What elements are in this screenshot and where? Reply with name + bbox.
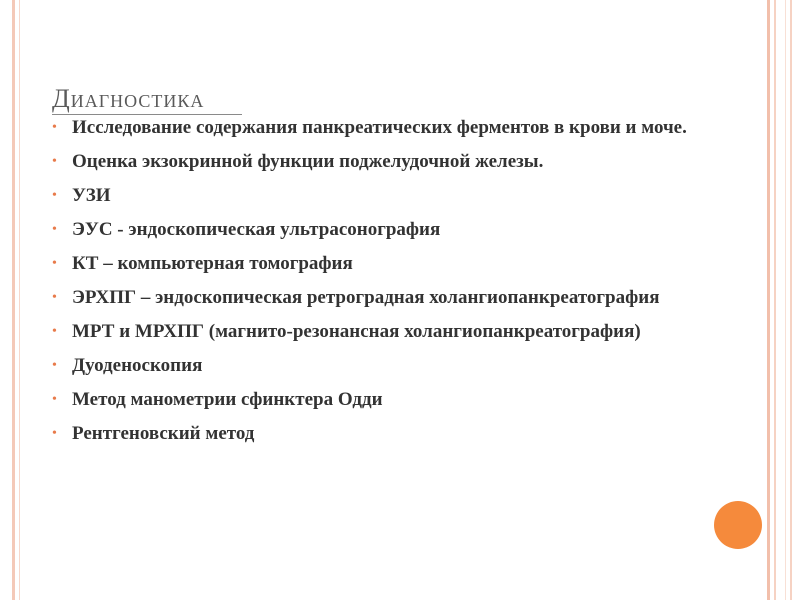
list-item-text: Дуоденоскопия	[72, 355, 203, 376]
bullet-icon: •	[52, 188, 57, 203]
list-item	[52, 286, 752, 310]
list-item	[52, 388, 752, 412]
list-item-text: Исследование содержания панкреатических ферментов в крови и моче.	[72, 117, 687, 138]
bullet-icon: •	[52, 154, 57, 169]
left-decor-line-thin	[19, 0, 20, 600]
bullet-icon: •	[52, 324, 57, 339]
left-decor-line	[12, 0, 15, 600]
list-item-text: Рентгеновский метод	[72, 423, 255, 444]
list-item-text: ЭРХПГ – эндоскопическая ретроградная холангиопанкреатография	[72, 287, 660, 308]
bullet-icon: •	[52, 256, 57, 271]
right-decor-line	[785, 0, 786, 600]
list-item	[52, 150, 752, 174]
list-item	[52, 116, 752, 140]
list-item	[52, 354, 752, 378]
list-item-text: Оценка экзокринной функции поджелудочной железы.	[72, 151, 544, 172]
right-decor-line	[790, 0, 792, 600]
list-item	[52, 422, 752, 446]
bullet-icon: •	[52, 426, 57, 441]
list-item-text: МРТ и МРХПГ (магнито-резонансная холангиопанкреатография)	[72, 321, 641, 342]
title-underline	[52, 114, 242, 115]
bullet-icon: •	[52, 358, 57, 373]
list-item	[52, 252, 752, 276]
list-item-text: КТ – компьютерная томография	[72, 253, 353, 274]
right-decor-line	[767, 0, 770, 600]
list-item	[52, 320, 752, 344]
list-item	[52, 218, 752, 242]
list-item-text: Метод манометрии сфинктера Одди	[72, 389, 383, 410]
bullet-icon: •	[52, 222, 57, 237]
bullet-icon: •	[52, 120, 57, 135]
list-item	[52, 184, 752, 208]
orange-circle-decoration	[714, 501, 762, 549]
slide-title: Диагностика	[52, 84, 205, 113]
right-decor-line	[774, 0, 776, 600]
bullet-list	[52, 116, 752, 456]
list-item-text: УЗИ	[72, 185, 111, 206]
bullet-icon: •	[52, 392, 57, 407]
bullet-icon: •	[52, 290, 57, 305]
list-item-text: ЭУС - эндоскопическая ультрасонография	[72, 219, 441, 240]
